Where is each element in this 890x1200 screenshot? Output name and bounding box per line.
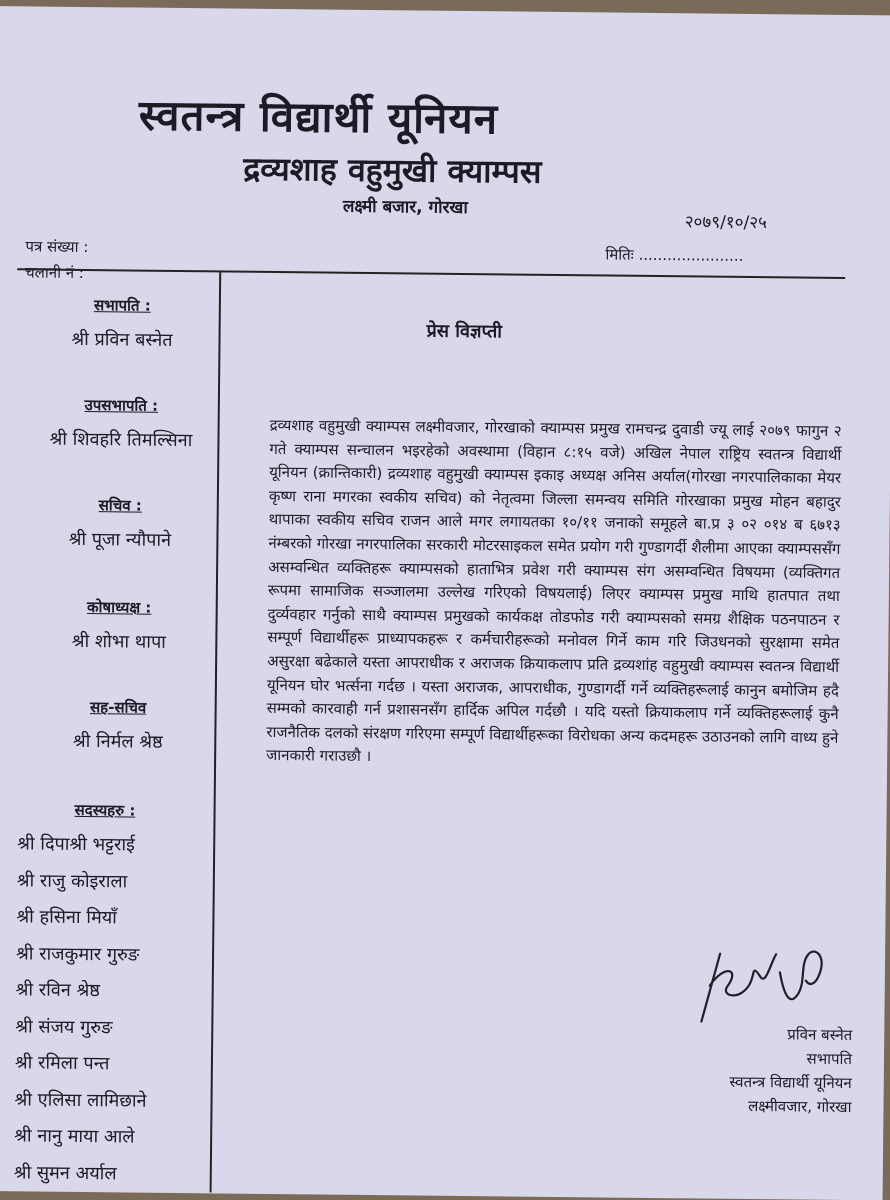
officer-chairperson (24, 294, 220, 352)
date-field-label: मितिः ...................... (605, 245, 744, 265)
signatory-name: प्रविन बस्नेत (787, 1025, 853, 1045)
signoff-block (666, 1021, 852, 1119)
officer-name: श्री पूजा न्यौपाने (68, 528, 172, 551)
handwritten-signature (679, 923, 840, 1025)
letter-number-label: पत्र संख्या : (25, 237, 89, 257)
letter-date: २०७९/१०/२५ (684, 212, 768, 234)
member-name: श्री एलिसा लामिछाने (14, 1088, 147, 1112)
officer-name: श्री शिवहरि तिमल्सिना (49, 428, 193, 452)
press-release-body: द्रव्यशाह वहुमुखी क्याम्पस लक्ष्मीवजार, गोरखाको क्याम्पस प्रमुख रामचन्द्र दुवाडी ज्यू लाई २०७९ फागुन २ गते क्याम्पस सन्चालन भइरहेको अवस्थामा (विहान ८:१५ वजे) अखिल नेपाल राष्ट्रिय स्वतन्त्र विद्यार्थी यूनियन (क्रान्तिकारी) द्रव्यशाह वहुमुखी क्याम्पस इकाइ अध्यक्ष अनिस अर्याल(गोरखा नगरपालिकाका मेयर कृष्ण राना मगरका स्वकीय सचिव) को नेतृत्वमा जिल्ला समन्वय समिति गोरखाका प्रमुख मोहन बहादुर थापाका स्वकीय सचिव राजन आले मगर लगायतका १०/११ जनाको समूहले बा.प्र ३ ०२ ०१४ ब ६७१३ नंम्बरको गोरखा नगरपालिका सरकारी मोटरसाइकल समेत प्रयोग गरी गुण्डागर्दी शैलीमा आएका क्याम्पससँग असम्वन्धित व्यक्तिहरू क्याम्पसको हाताभित्र प्रवेश गरी क्याम्पस संग असम्वन्धित विषयमा (व्यक्तिगत रूपमा सामाजिक सञ्जालमा उल्लेख गरिएको विषयलाई) लिएर क्याम्पस प्रमुख माथि हातपात तथा दुर्व्यवहार गर्नुको साथै क्याम्पस प्रमुखको कार्यकक्ष तोडफोड गरी क्याम्पसको समग्र शैक्षिक पठनपाठन र सम्पूर्ण विद्यार्थीहरू प्राध्यापकहरू र कर्मचारीहरूको मनोवल गिर्ने काम गरि जिउधनको सुरक्षामा समेत असुरक्षा बढेकाले यस्ता आपराधीक र अराजक क्रियाकलाप प्रति द्रव्यशांह वहुमुखी क्याम्पस स्वतन्त्र विद्यार्थी यूनियन घोर भर्त्सना गर्दछ । यस्ता अराजक, आपराधीक, गुण्डागर्दी गर्ने व्यक्तिहरूलाई कानुन बमोजिम हदै सम्मको कारवाही गर्न प्रशासनसँग हार्दिक अपिल गर्दछौ । यदि यस्तो क्रियाकलाप गर्ने व्यक्तिहरूलाई कुनै राजनैतिक दलको संरक्षण गरिएमा सम्पूर्ण विद्यार्थीहरूका विरोधका अन्य कदमहरू उठाउनको लागि वाध्य हुने जानकारी गराउछौ । (266, 415, 842, 766)
members-list (14, 826, 150, 1192)
press-release-title: प्रेस विज्ञप्ती (426, 320, 503, 343)
signatory-place: लक्ष्मीवजार, गोरखा (748, 1097, 852, 1117)
officer-role: सचिव : (98, 496, 142, 515)
officer-name: श्री निर्मल श्रेष्ठ (72, 730, 163, 753)
member-name: श्री दिपाश्री भट्टराई (17, 833, 136, 856)
signatory-organization: स्वतन्त्र विद्यार्थी यूनियन (729, 1072, 852, 1093)
officer-role: सभापति : (93, 296, 151, 315)
organization-name: स्वतन्त्र विद्यार्थी यूनियन (138, 90, 499, 144)
member-name: श्री हसिना मियाँ (16, 906, 117, 929)
officer-co-secretary (20, 696, 216, 754)
officer-role: कोषाध्यक्ष : (86, 598, 152, 617)
dispatch-number-label: चलानी नं : (25, 263, 85, 282)
campus-address: लक्ष्मी बजार, गोरखा (342, 196, 468, 219)
member-name: श्री सुमन अर्याल (13, 1161, 117, 1184)
member-name: श्री राजकुमार गुरुङ (15, 942, 140, 966)
officer-role: उपसभापति : (84, 396, 159, 415)
member-name: श्री रविन श्रेष्ठ (15, 979, 101, 1002)
signatory-position: सभापति (806, 1049, 853, 1069)
officer-name: श्री प्रविन बस्नेत (71, 328, 173, 351)
officer-name: श्री शोभा थापा (71, 630, 167, 653)
member-name: श्री संजय गुरुङ (15, 1015, 113, 1038)
officer-role: सह-सचिव (89, 698, 147, 717)
officer-treasurer (21, 596, 217, 654)
member-name: श्री राजु कोइराला (16, 869, 128, 892)
member-name: श्री रमिला पन्त (14, 1052, 110, 1075)
officer-secretary (22, 494, 218, 552)
officer-vice-chairperson (23, 394, 219, 452)
members-heading: सदस्यहरु : (74, 800, 136, 820)
header-divider (17, 268, 845, 279)
letterhead-page (0, 6, 890, 1200)
campus-name: द्रव्यशाह वहुमुखी क्याम्पस (243, 149, 542, 191)
member-name: श्री नानु माया आले (14, 1125, 135, 1148)
